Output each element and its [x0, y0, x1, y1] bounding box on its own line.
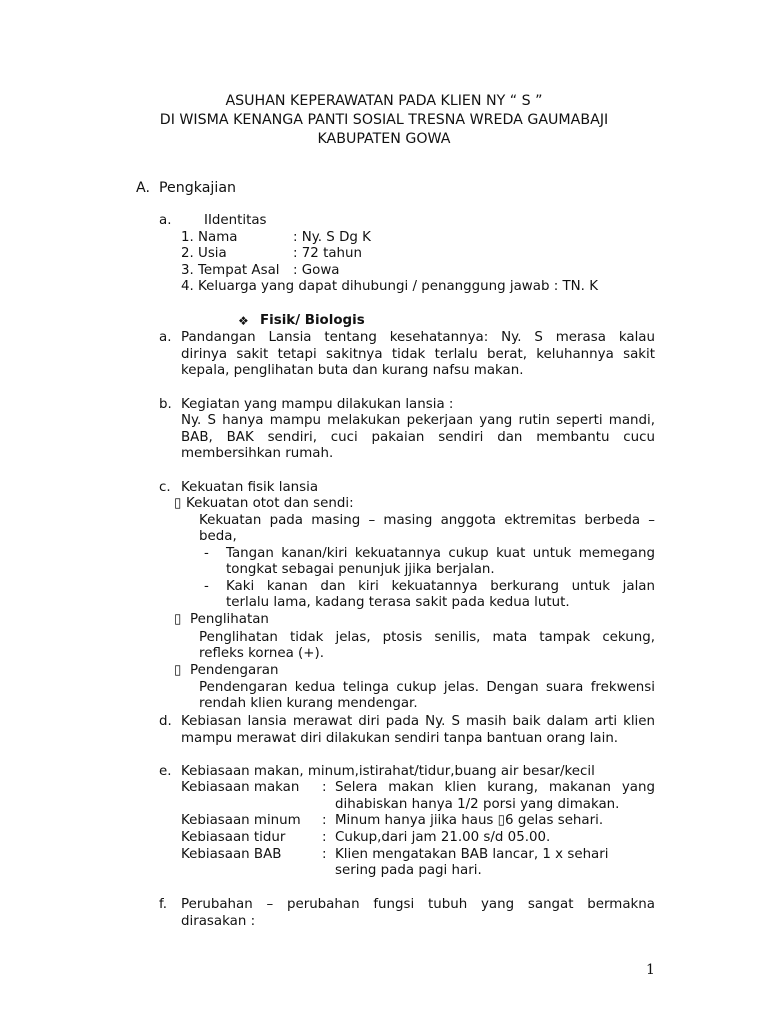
item-d-line-2: mampu merawat diri dilakukan sendiri tanpa bantuan orang lain. [181, 731, 619, 746]
kekuatan-otot-desc-1: Kekuatan pada masing – masing anggota ektremitas berbeda – [199, 513, 655, 528]
item-f-marker: f. [159, 897, 167, 912]
item-e-marker: e. [159, 764, 172, 779]
kebiasaan-colon: : [322, 830, 327, 845]
identitas-nama-value: : Ny. S Dg K [293, 230, 371, 245]
item-a-marker: a. [159, 330, 172, 345]
page-number: 1 [646, 962, 655, 978]
identitas-usia-label: 2. Usia [181, 246, 227, 261]
identitas-tempat-asal-label: 3. Tempat Asal [181, 263, 280, 278]
item-a-line-2: dirinya sakit tetapi sakitnya tidak terlalu berat, keluhannya sakit [181, 347, 655, 362]
kebiasaan-makan-value-2: dihabiskan hanya 1/2 porsi yang dimakan. [335, 797, 620, 812]
penglihatan-line-1: Penglihatan tidak jelas, ptosis senilis, mata tampak cekung, [199, 630, 655, 645]
kebiasaan-bab-value-2: sering pada pagi hari. [335, 863, 482, 878]
penglihatan-label: Penglihatan [190, 612, 269, 627]
kebiasaan-makan-value-1: Selera makan klien kurang, makanan yang [335, 780, 655, 795]
item-b-marker: b. [159, 397, 172, 412]
dash-bullet: - [204, 546, 209, 561]
item-b-line-1: Kegiatan yang mampu dilakukan lansia : [181, 397, 454, 412]
kebiasaan-bab-label: Kebiasaan BAB [181, 847, 282, 862]
identitas-usia-value: : 72 tahun [293, 246, 362, 261]
kebiasaan-bab-value-1: Klien mengatakan BAB lancar, 1 x sehari [335, 847, 609, 862]
kebiasaan-minum-value [335, 813, 603, 830]
kebiasaan-colon: : [322, 780, 327, 795]
missing-glyph-box-icon: ▯ [497, 813, 506, 828]
missing-glyph-box-icon: ▯ [174, 612, 182, 627]
tangan-line-2: tongkat sebagai penunjuk jjika berjalan. [226, 562, 495, 577]
kebiasaan-tidur-label: Kebiasaan tidur [181, 830, 286, 845]
kebiasaan-colon: : [322, 813, 327, 828]
pendengaran-label: Pendengaran [190, 663, 279, 678]
pendengaran-line-1: Pendengaran kedua telinga cukup jelas. Dengan suara frekwensi [199, 680, 655, 695]
dash-bullet: - [204, 579, 209, 594]
missing-glyph-box-icon: ▯ [174, 663, 182, 678]
missing-glyph-box-icon: ▯ [174, 496, 182, 511]
kebiasaan-makan-label: Kebiasaan makan [181, 780, 300, 795]
item-b-line-4: membersihkan rumah. [181, 446, 334, 461]
item-a-line-3: kepala, penglihatan buta dan kurang nafsu makan. [181, 363, 524, 378]
doc-title-line-1: ASUHAN KEPERAWATAN PADA KLIEN NY “ S ” [225, 93, 543, 109]
item-b-line-2: Ny. S hanya mampu melakukan pekerjaan yang rutin seperti mandi, [181, 413, 655, 428]
item-c-heading: Kekuatan fisik lansia [181, 480, 319, 495]
kebiasaan-minum-value-b: 6 gelas sehari. [505, 813, 604, 828]
item-c-marker: c. [159, 480, 171, 495]
identitas-tempat-asal-value: : Gowa [293, 263, 340, 278]
doc-title-line-3: KABUPATEN GOWA [317, 131, 451, 147]
item-e-heading: Kebiasaan makan, minum,istirahat/tidur,buang air besar/kecil [181, 764, 595, 779]
identitas-nama-label: 1. Nama [181, 230, 238, 245]
penglihatan-line-2: refleks kornea (+). [199, 646, 324, 661]
kaki-line-1: Kaki kanan dan kiri kekuatannya berkurang untuk jalan [226, 579, 655, 594]
identitas-heading: IIdentitas [204, 213, 267, 228]
item-d-line-1: Kebiasan lansia merawat diri pada Ny. S masih baik dalam arti klien [181, 714, 655, 729]
kebiasaan-minum-label: Kebiasaan minum [181, 813, 301, 828]
identitas-keluarga: 4. Keluarga yang dapat dihubungi / penanggung jawab : TN. K [181, 279, 598, 294]
pendengaran-line-2: rendah klien kurang mendengar. [199, 696, 418, 711]
item-a-line-1: Pandangan Lansia tentang kesehatannya: Ny. S merasa kalau [181, 330, 655, 345]
doc-title-line-2: DI WISMA KENANGA PANTI SOSIAL TRESNA WREDA GAUMABAJI [159, 112, 609, 128]
kebiasaan-tidur-value: Cukup,dari jam 21.00 s/d 05.00. [335, 830, 551, 845]
section-a-marker: A. [136, 180, 150, 196]
kekuatan-otot-desc-2: beda, [199, 529, 237, 544]
item-f-line-2: dirasakan : [181, 914, 256, 929]
diamond-bullet-icon: ❖ [238, 314, 249, 328]
tangan-line-1: Tangan kanan/kiri kekuatannya cukup kuat untuk memegang [226, 546, 655, 561]
kebiasaan-colon: : [322, 847, 327, 862]
item-d-marker: d. [159, 714, 172, 729]
fisik-biologis-heading: Fisik/ Biologis [260, 313, 365, 328]
kekuatan-otot-label: Kekuatan otot dan sendi: [186, 496, 354, 511]
identitas-marker: a. [159, 213, 172, 228]
item-f-line-1: Perubahan – perubahan fungsi tubuh yang sangat bermakna [181, 897, 655, 912]
item-b-line-3: BAB, BAK sendiri, cuci pakaian sendiri dan membantu cucu [181, 430, 655, 445]
kebiasaan-minum-value-a: Minum hanya jiika haus [335, 813, 498, 828]
section-a-heading: Pengkajian [159, 180, 237, 196]
kaki-line-2: terlalu lama, kadang terasa sakit pada kedua lutut. [226, 595, 570, 610]
